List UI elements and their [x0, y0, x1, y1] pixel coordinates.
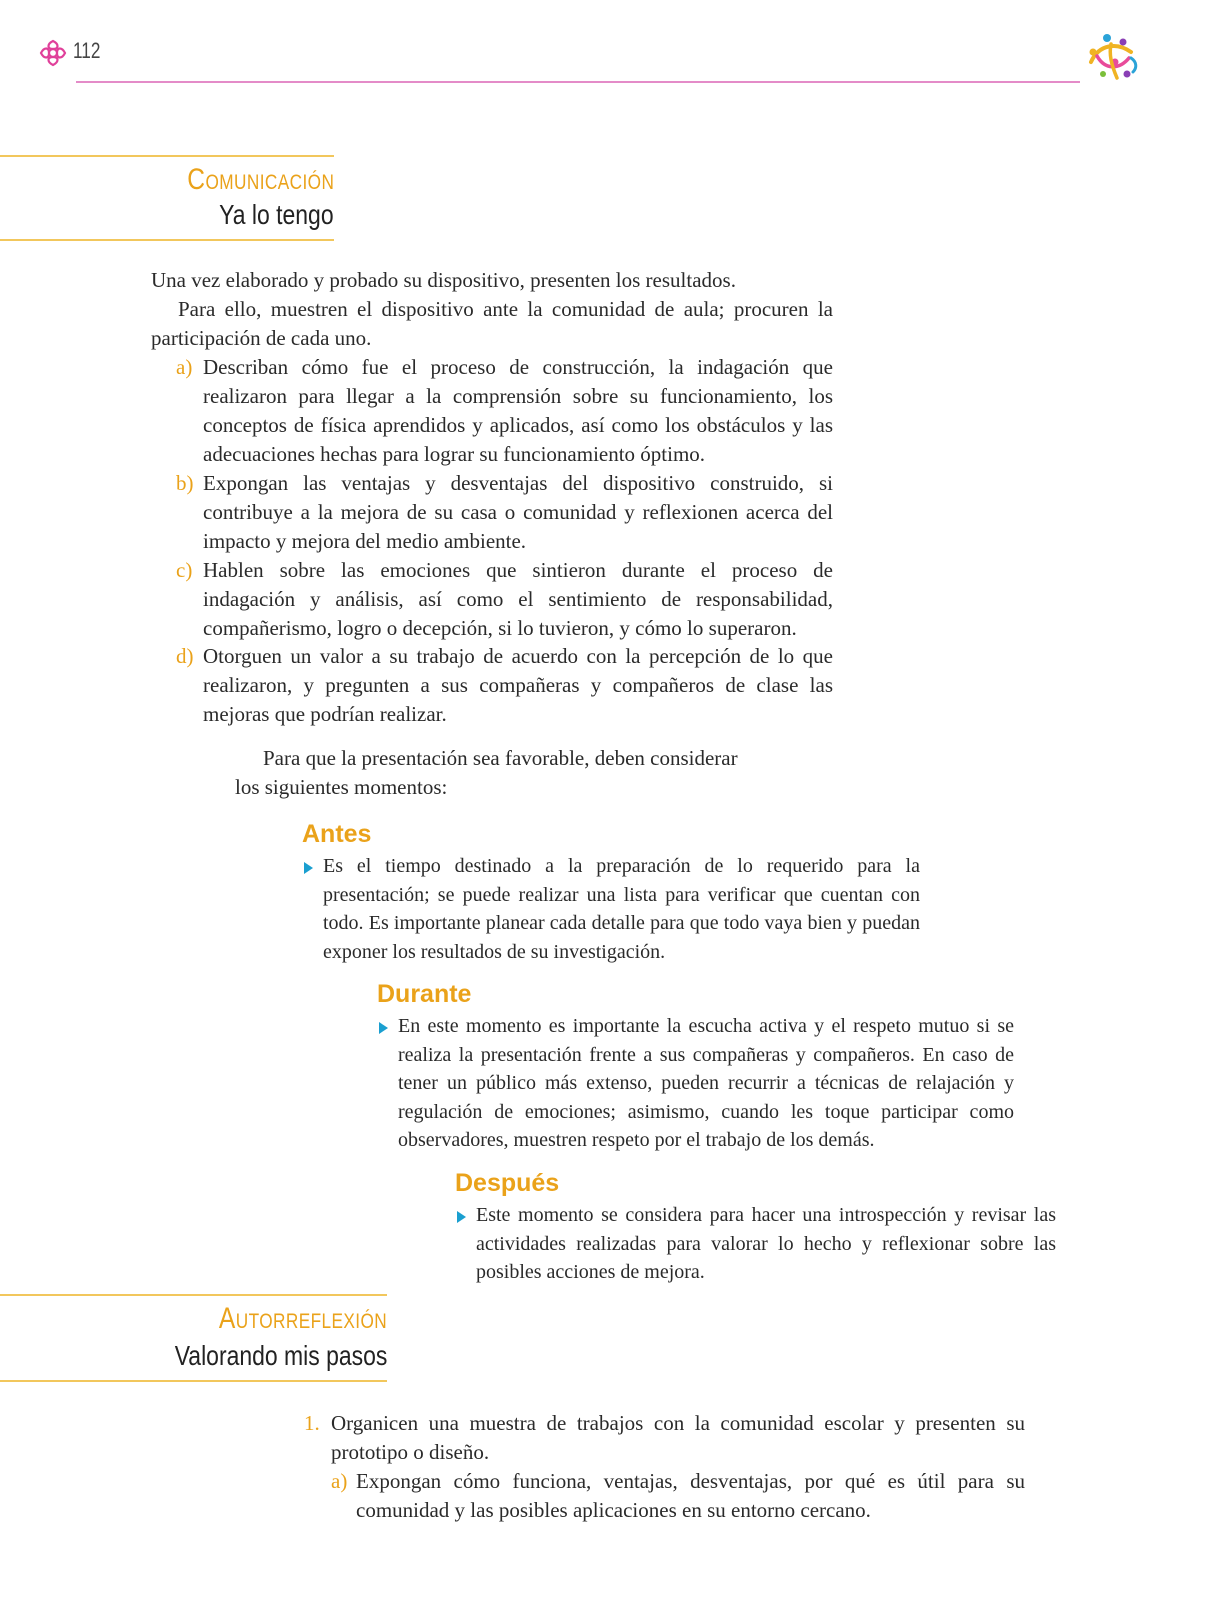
list-item-letter: c) — [176, 558, 193, 582]
moment-text: Este momento se considera para hacer una introspección y revisar las actividades realizadas para valorar lo hecho y reflexionar sobre las posibles acciones de mejora. — [476, 1204, 1056, 1283]
colorful-figure-logo-icon — [1087, 32, 1141, 84]
header-rule — [76, 81, 1080, 83]
page-number: 112 — [73, 38, 101, 63]
moment-title: Antes — [302, 820, 372, 848]
list-item: Otorguen un valor a su trabajo de acuerdo con la percepción de lo que realizaron, y pregunten a sus compañeras y compañeros de clase las mejoras que podrían realizar. — [203, 644, 833, 726]
list-item-letter: b) — [176, 471, 194, 495]
activity-number: 1. — [304, 1411, 320, 1435]
page-header — [0, 0, 1214, 100]
section-subtitle: Valorando mis pasos — [174, 1340, 387, 1371]
moments-intro: Para que la presentación sea favorable, deben considerar los siguientes momentos: — [235, 746, 738, 799]
activity-sub-text: Expongan cómo funciona, ventajas, desventajas, por qué es útil para su comunidad y las posibles aplicaciones en su entorno cercano. — [356, 1469, 1025, 1522]
moment-text: Es el tiempo destinado a la preparación de lo requerido para la presentación; se puede realizar una lista para verificar que cuentan con todo. Es importante planear cada detalle para que todo vaya bien y puedan exponer los resultados de su investigación. — [323, 855, 920, 963]
section-title: Comunicación — [186, 163, 334, 196]
section-heading-autorreflexion — [0, 1294, 387, 1382]
list-item-letter: a) — [176, 355, 193, 379]
moment-title: Después — [455, 1169, 560, 1197]
bullet-arrow-icon — [304, 862, 313, 874]
intro-paragraph-2: Para ello, muestren el dispositivo ante la comunidad de aula; procuren la participación de cada uno. — [151, 297, 833, 350]
bullet-arrow-icon — [379, 1022, 388, 1034]
list-item-letter: d) — [176, 644, 194, 668]
list-item: Hablen sobre las emociones que sintieron durante el proceso de indagación y análisis, así como el sentimiento de responsabilidad, compañerismo, logro o decepción, si lo tuvieron, y cómo lo superaron. — [203, 558, 833, 640]
section-title: Autorreflexión — [218, 1302, 387, 1335]
pink-flower-ornament-icon — [38, 38, 68, 68]
section-subtitle: Ya lo tengo — [219, 199, 334, 230]
intro-paragraph-1: Una vez elaborado y probado su dispositivo, presenten los resultados. — [151, 268, 736, 292]
moment-text: En este momento es importante la escucha activa y el respeto mutuo si se realiza la presentación frente a sus compañeras y compañeros. En caso de tener un público más extenso, pueden recurrir a técnicas de relajación y regulación de emociones; asimismo, cuando les toque participar como observadores, muestren respeto por el trabajo de los demás. — [398, 1015, 1014, 1151]
activity-sub-letter: a) — [331, 1469, 348, 1493]
activity-text: Organicen una muestra de trabajos con la comunidad escolar y presenten su prototipo o diseño. — [331, 1411, 1025, 1464]
moment-title: Durante — [377, 980, 472, 1008]
bullet-arrow-icon — [457, 1211, 466, 1223]
section-heading-comunicacion — [0, 155, 334, 241]
list-item: Expongan las ventajas y desventajas del dispositivo construido, si contribuye a la mejora de su casa o comunidad y reflexionen acerca del impacto y mejora del medio ambiente. — [203, 471, 833, 553]
list-item: Describan cómo fue el proceso de construcción, la indagación que realizaron para llegar a la comprensión sobre su funcionamiento, los conceptos de física aprendidos y aplicados, así como los obstáculos y las adecuaciones hechas para lograr su funcionamiento óptimo. — [203, 355, 833, 466]
